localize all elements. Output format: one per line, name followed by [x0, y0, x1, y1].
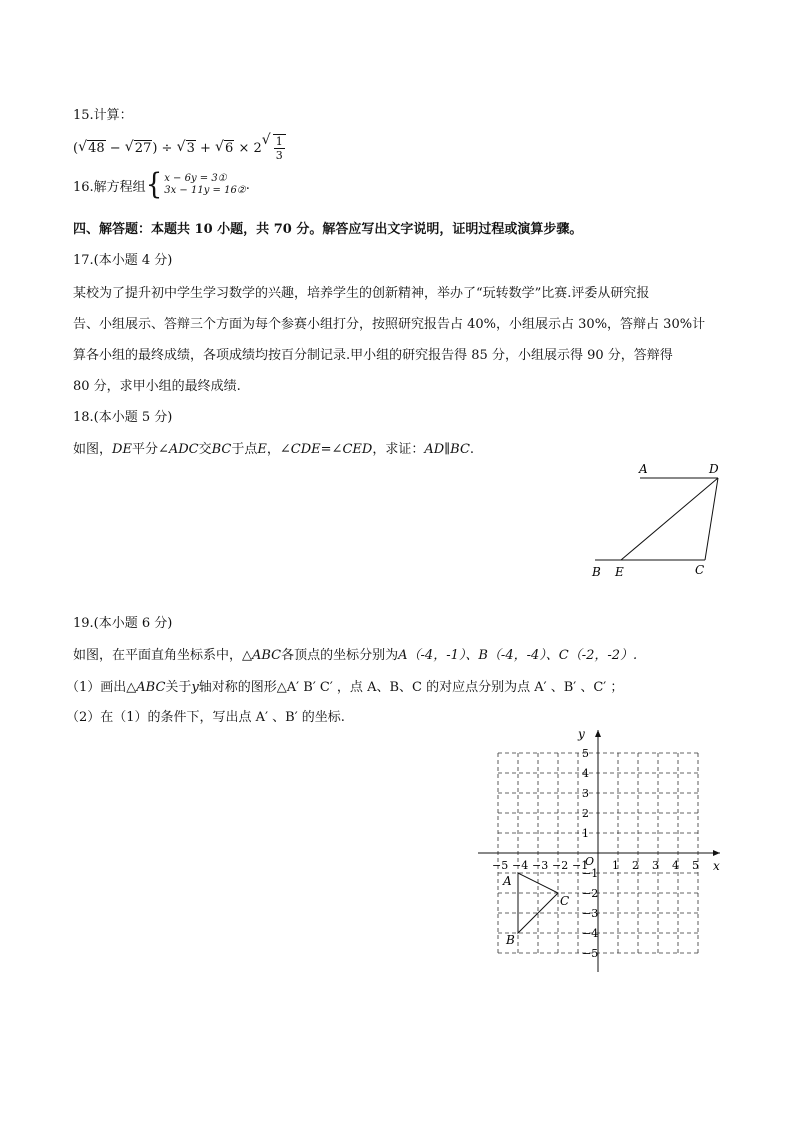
- q19-header: 19.(本小题 6 分): [73, 616, 173, 631]
- sqrt-48: √ 48: [78, 141, 106, 156]
- q15-plus: +: [195, 140, 216, 156]
- label-c: C: [695, 563, 705, 577]
- x-tick-label: 1: [612, 859, 619, 872]
- x-tick-label: −5: [492, 859, 509, 872]
- sqrt-27: √ 27: [125, 141, 153, 156]
- label-e: E: [615, 565, 624, 579]
- q19-line-3: （2）在（1）的条件下，写出点 A′ 、B′ 的坐标.: [66, 710, 345, 725]
- coordinate-grid: [470, 722, 730, 980]
- sqrt-fraction: [262, 134, 286, 162]
- label-a: A: [639, 462, 648, 476]
- left-brace-icon: {: [145, 168, 163, 202]
- point-c-label: C: [560, 894, 570, 908]
- origin-label: O: [585, 855, 595, 868]
- q15-open-paren: (: [73, 140, 79, 156]
- x-tick-label: −3: [532, 859, 549, 872]
- y-tick-label: −4: [582, 927, 599, 940]
- q17-line-3: 算各小组的最终成绩，各项成绩均按百分制记录.甲小组的研究报告得 85 分，小组展示得 90 分，答辩得: [73, 348, 673, 363]
- y-tick-label: 5: [582, 747, 589, 760]
- y-tick-label: −1: [582, 867, 599, 880]
- sqrt-6: √ 6: [215, 141, 234, 156]
- q15-minus: −: [105, 140, 125, 156]
- x-axis-arrow-icon: [713, 850, 720, 856]
- q18-text: 如图，DE平分∠ADC交BC于点E，∠CDE=∠CED，求证：AD∥BC.: [73, 442, 475, 457]
- q17-line-2: 告、小组展示、答辩三个方面为每个参赛小组打分，按照研究报告占 40%，小组展示占 30%，答辩占 30%计: [73, 317, 706, 332]
- sqrt-3: √ 3: [177, 141, 196, 156]
- q16-block: [73, 168, 250, 202]
- x-tick-label: −2: [552, 859, 569, 872]
- point-b-label: B: [506, 933, 515, 947]
- q15-label: 15.计算：: [73, 108, 133, 123]
- y-tick-label: −2: [582, 887, 599, 900]
- point-a-label: A: [503, 874, 512, 888]
- x-tick-label: 5: [692, 859, 699, 872]
- y-tick-label: 4: [582, 767, 589, 780]
- x-axis-label: x: [713, 859, 720, 873]
- x-tick-label: 4: [672, 859, 679, 872]
- y-tick-label: 3: [582, 787, 589, 800]
- equation-2: 3x − 11y = 16②: [164, 185, 246, 196]
- q15-close-div: ) ÷: [152, 140, 177, 156]
- q16-end: .: [245, 177, 250, 193]
- label-b: B: [592, 565, 601, 579]
- y-tick-label: −3: [582, 907, 599, 920]
- y-tick-label: −5: [582, 947, 599, 960]
- segment-dc: [705, 478, 718, 560]
- q19-line-2: （1）画出△ABC关于y轴对称的图形△A′ B′ C′ ，点 A、B、C 的对应点分别为点 A′ 、B′ 、C′ ；: [66, 680, 624, 695]
- equation-system: [164, 173, 246, 197]
- y-tick-label: 1: [582, 827, 589, 840]
- section-4-title: 四、解答题：本题共 10 小题，共 70 分。解答应写出文字说明，证明过程或演算步骤。: [73, 222, 583, 237]
- q16-label: 16.解方程组: [73, 179, 146, 195]
- q17-header: 17.(本小题 4 分): [73, 253, 173, 268]
- q17-line-1: 某校为了提升初中学生学习数学的兴趣，培养学生的创新精神，举办了“玩转数学”比赛.评委从研究报: [73, 286, 650, 301]
- x-tick-label: −1: [572, 859, 589, 872]
- q17-line-4: 80 分，求甲小组的最终成绩.: [73, 379, 241, 394]
- equation-1: x − 6y = 3①: [164, 173, 227, 184]
- q18-header: 18.(本小题 5 分): [73, 410, 173, 425]
- x-tick-label: −4: [512, 859, 529, 872]
- fraction-one-third: √ $\frac{1}{3}$: [273, 134, 286, 162]
- segment-de: [621, 478, 718, 560]
- q15-times: × 2: [234, 140, 262, 156]
- y-axis-label: y: [578, 727, 585, 741]
- y-tick-label: 2: [582, 807, 589, 820]
- y-axis-arrow-icon: [595, 730, 601, 737]
- x-tick-label: 2: [632, 859, 639, 872]
- q19-line-1: 如图，在平面直角坐标系中，△ABC各顶点的坐标分别为A（-4，-1）、B（-4，-4）、C（-2，-2）.: [73, 648, 638, 663]
- x-tick-label: 3: [652, 859, 659, 872]
- q18-figure: [585, 458, 725, 583]
- q15-expression: [73, 134, 286, 162]
- label-d: D: [709, 462, 719, 476]
